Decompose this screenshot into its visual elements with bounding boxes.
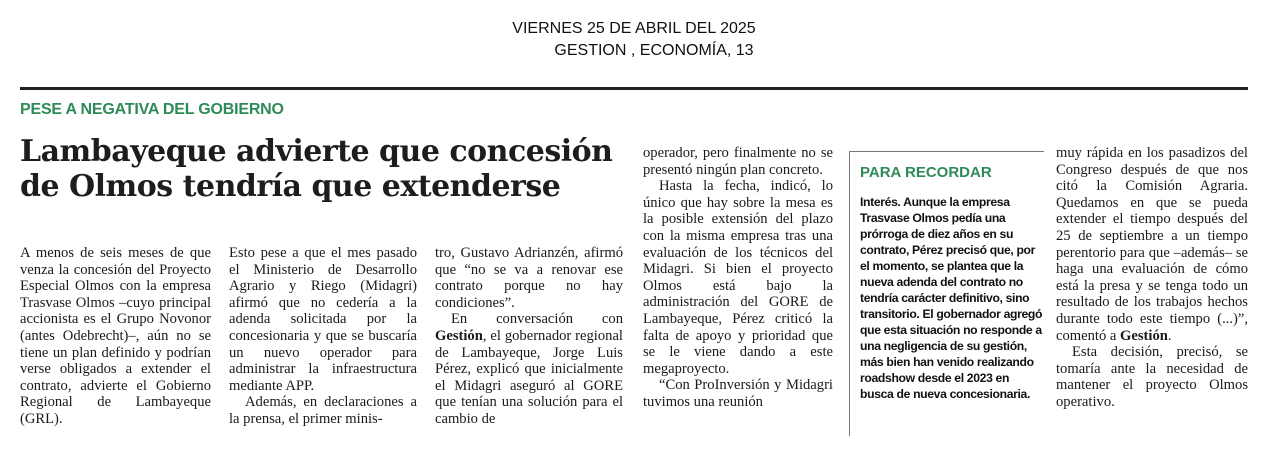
text-run: . <box>1167 327 1172 344</box>
paragraph: operador, pero finalmente no se presentó ningún plan concreto. <box>643 145 833 178</box>
source-name: Gestión <box>435 327 483 344</box>
sidebar-box-title: PARA RECORDAR <box>860 164 992 181</box>
article-column-6 <box>1056 145 1248 411</box>
paragraph: “Con ProInversión y Midagri tuvimos una reunión <box>643 377 833 410</box>
paragraph: Esto pese a que el mes pasado el Ministerio de Desarrollo Agrario y Riego (Midagri) afirmó que no cedería a la adenda solicitada por la concesionaria y que se buscaría un nuevo operador para administrar la infraestructura mediante APP. <box>229 245 417 394</box>
paragraph: Además, en declaraciones a la prensa, el primer minis- <box>229 394 417 427</box>
source-name: Gestión <box>1120 327 1168 344</box>
sidebar-box-text: Interés. Aunque la empresa Trasvase Olmos pedía una prórroga de diez años en su contrato, Pérez precisó que, por el momento, se plantea que la nueva adenda del contrato no tendría carácter definitivo, sino transitorio. El gobernador agregó que esta situación no responde a una negligencia de su gestión, más bien han venido realizando roadshow desde el 2023 en busca de nueva concesionaria. <box>860 195 1043 401</box>
text-run: , el gobernador regional de Lambayeque, Jorge Luis Pérez, explicó que inicialmente el Midagri aseguró al GORE que tenían una solución para el cambio de <box>435 327 623 427</box>
article-column-4 <box>643 145 833 411</box>
text-run: En conversación con <box>451 311 623 328</box>
paragraph: A menos de seis meses de que venza la concesión del Proyecto Especial Olmos con la empresa Trasvase Olmos –cuyo principal accionista es el Grupo Novonor (antes Odebrecht)–, aún no se tiene un plan definido y podrían verse obligados a extender el contrato, advierte el Gobierno Regional de Lambayeque (GRL). <box>20 245 211 427</box>
paragraph: tro, Gustavo Adrianzén, afirmó que “no se va a renovar ese contrato porque no hay condiciones”. <box>435 245 623 311</box>
date-line: VIERNES 25 DE ABRIL DEL 2025 <box>512 20 756 37</box>
article-column-1 <box>20 245 211 428</box>
paragraph: Esta decisión, precisó, se tomaría ante la necesidad de mantener el proyecto Olmos operativo. <box>1056 344 1248 410</box>
paragraph <box>1056 145 1248 344</box>
text-run: muy rápida en los pasadizos del Congreso después de que nos citó la Comisión Agraria. Quedamos en que se pueda extender el tiempo después del 25 de septiembre a un tiempo perentorio para que –además– se haga una evaluación de cómo está la presa y se tenga todo un resultado de los trabajos hechos durante todo este tiempo (...)”, comentó a <box>1056 145 1248 344</box>
paragraph: Hasta la fecha, indicó, lo único que hay sobre la mesa es la posible extensión del plazo con la misma empresa tras una evaluación de los técnicos del Midagri. Si bien el proyecto Olmos está bajo la administración del GORE de Lambayeque, Pérez criticó la falta de apoyo y prioridad que se le viene dando a este megaproyecto. <box>643 178 833 377</box>
paragraph <box>435 311 623 427</box>
article-kicker: PESE A NEGATIVA DEL GOBIERNO <box>20 101 284 118</box>
article-column-3 <box>435 245 623 428</box>
article-column-2 <box>229 245 417 428</box>
article-headline: Lambayeque advierte que concesión de Olmos tendría que extenderse <box>20 134 613 204</box>
section-line: GESTION , ECONOMÍA, 13 <box>554 42 754 59</box>
header-rule <box>20 87 1248 90</box>
